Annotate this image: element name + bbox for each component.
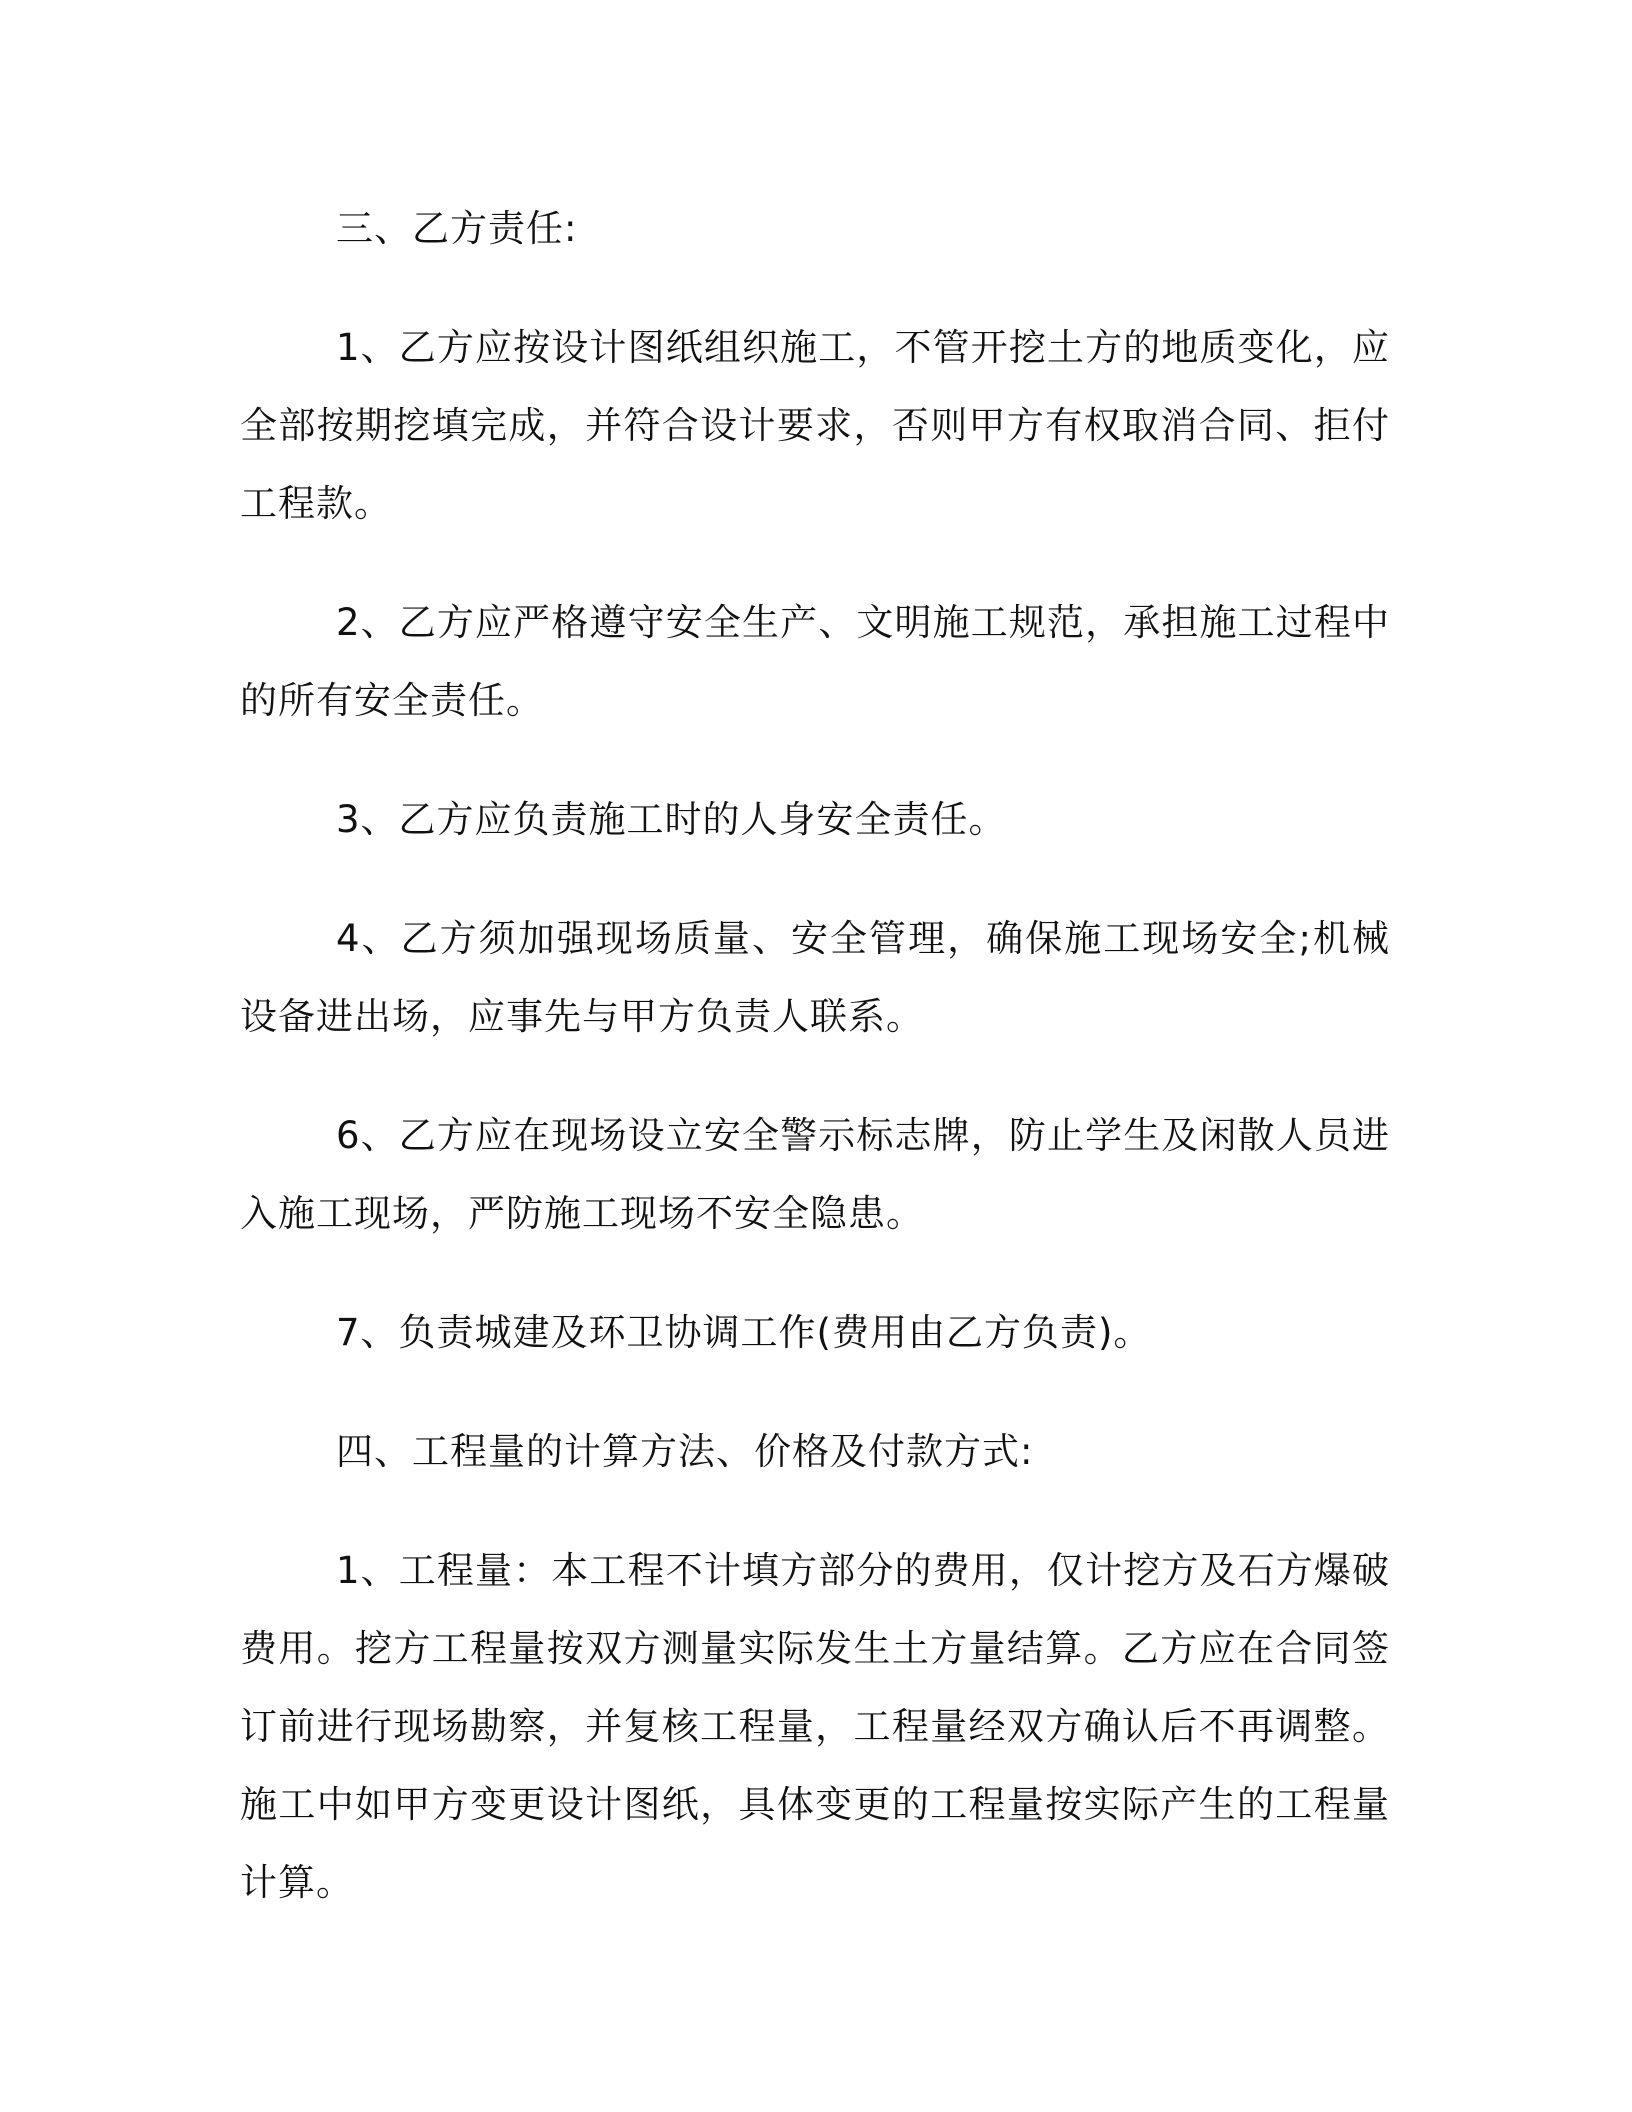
document-page xyxy=(240,190,1390,1963)
clause-3-personal-safety: 3、乙方应负责施工时的人身安全责任。 xyxy=(336,798,1007,841)
clause-6-warning-signs: 6、乙方应在现场设立安全警示标志牌，防止学生及闲散人员进入施工现场，严防施工现场不安全隐患。 xyxy=(240,1114,1390,1235)
section-heading-quantity-price-payment: 四、工程量的计算方法、价格及付款方式: xyxy=(336,1430,1034,1473)
clause-1-construction-per-drawings: 1、乙方应按设计图纸组织施工，不管开挖土方的地质变化，应全部按期挖填完成，并符合设计要求，否则甲方有权取消合同、拒付工程款。 xyxy=(240,326,1390,525)
clause-1-quantity: 1、工程量：本工程不计填方部分的费用，仅计挖方及石方爆破费用。挖方工程量按双方测量实际发生土方量结算。乙方应在合同签订前进行现场勘察，并复核工程量，工程量经双方确认后不再调整。施工中如甲方变更设计图纸，具体变更的工程量按实际产生的工程量计算。 xyxy=(240,1549,1390,1904)
clause-7-coordination: 7、负责城建及环卫协调工作(费用由乙方负责)。 xyxy=(336,1311,1152,1354)
section-heading-party-b-responsibilities: 三、乙方责任: xyxy=(336,207,578,250)
clause-2-safety-production: 2、乙方应严格遵守安全生产、文明施工规范，承担施工过程中的所有安全责任。 xyxy=(240,601,1390,722)
clause-4-site-management: 4、乙方须加强现场质量、安全管理，确保施工现场安全;机械设备进出场，应事先与甲方负责人联系。 xyxy=(240,917,1390,1038)
